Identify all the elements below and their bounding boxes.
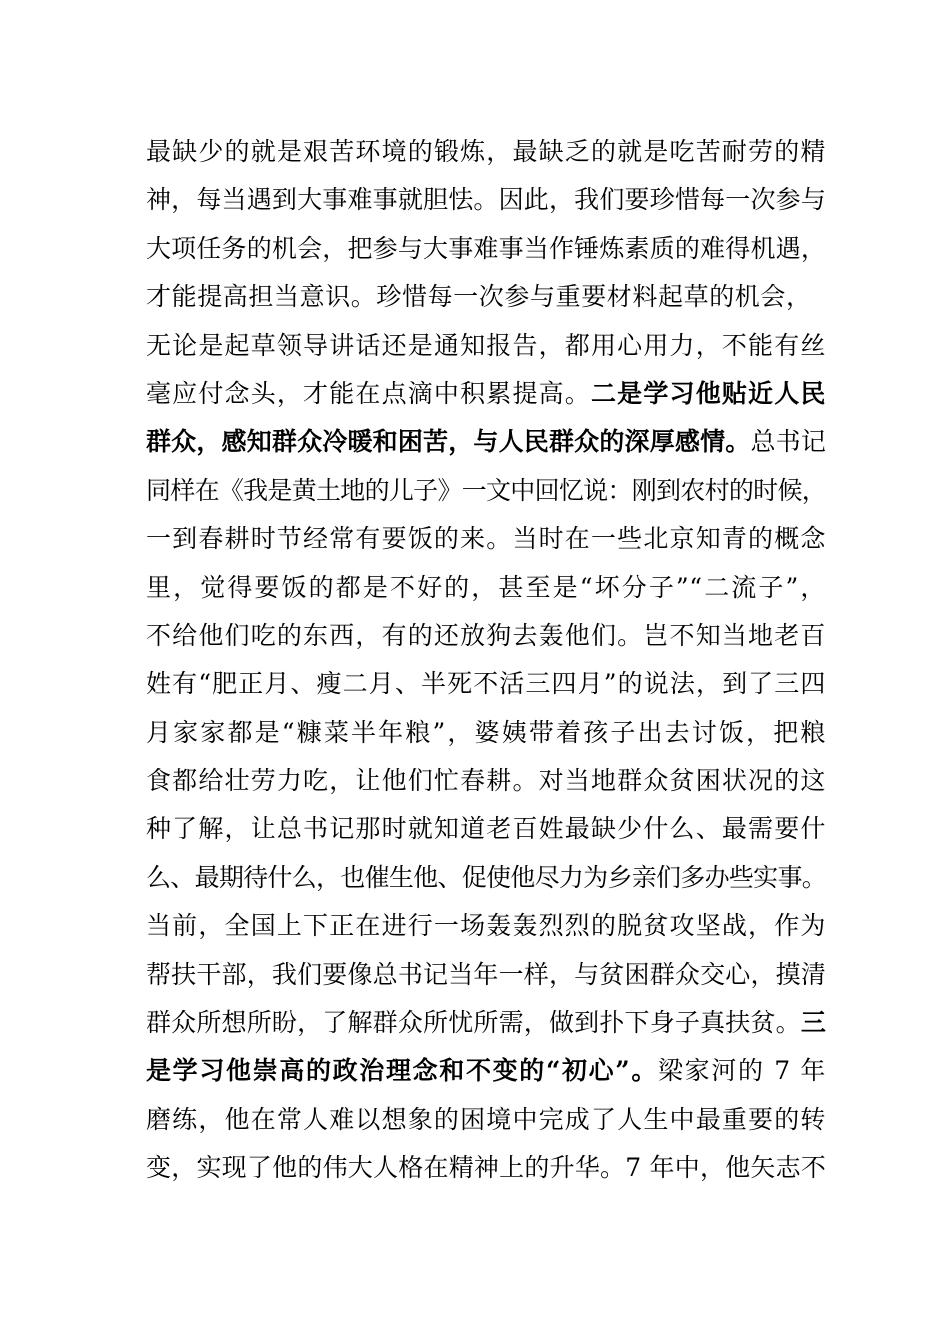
text-segment: 群众所想所盼，了解群众所忧所需，做到扑下身子真扶贫。 [146, 1008, 801, 1038]
text-line [146, 564, 826, 612]
text-line [146, 999, 826, 1047]
text-line [146, 902, 826, 950]
text-segment: 神，每当遇到大事难事就胆怯。因此，我们要珍惜每一次参与 [146, 185, 826, 215]
text-segment: 么、最期待什么，也催生他、促使他尽力为乡亲们多办些实事。 [146, 862, 826, 892]
text-line [146, 757, 826, 805]
text-line [146, 1096, 826, 1144]
bold-text-segment: 三 [800, 1008, 826, 1038]
text-line [146, 1047, 826, 1095]
text-line [146, 176, 826, 224]
text-line [146, 467, 826, 515]
bold-text-segment: 群众，感知群众冷暖和困苦，与人民群众的深厚感情。 [146, 427, 751, 457]
text-line [146, 612, 826, 660]
text-segment: 最缺少的就是艰苦环境的锻炼，最缺乏的就是吃苦耐劳的精 [146, 137, 826, 166]
text-line [146, 128, 826, 176]
bold-text-segment: 二是学习他贴近人民 [591, 378, 827, 408]
text-segment: 食都给壮劳力吃，让他们忙春耕。对当地群众贫困状况的这 [146, 766, 826, 796]
text-line [146, 854, 826, 902]
text-segment: 变，实现了他的伟大人格在精神上的升华。7 年中，他矢志不 [146, 1153, 826, 1183]
text-segment: 姓有“肥正月、瘦二月、半死不活三四月”的说法，到了三四 [146, 669, 826, 699]
text-segment: 里，觉得要饭的都是不好的，甚至是“坏分子”“二流子”， [146, 572, 826, 602]
bold-text-segment: 是学习他崇高的政治理念和不变的“初心”。 [146, 1056, 659, 1086]
text-segment: 总书记 [750, 427, 826, 457]
text-segment: 种了解，让总书记那时就知道老百姓最缺少什么、最需要什 [146, 814, 826, 844]
body-text [146, 128, 826, 1193]
text-segment: 一到春耕时节经常有要饭的来。当时在一些北京知青的概念 [146, 524, 826, 554]
text-line [146, 273, 826, 321]
text-segment: 月家家都是“糠菜半年粮”，婆姨带着孩子出去讨饭，把粮 [146, 717, 826, 747]
text-segment: 当前，全国上下正在进行一场轰轰烈烈的脱贫攻坚战，作为 [146, 911, 826, 941]
text-line [146, 805, 826, 853]
text-segment: 梁家河的 7 年 [658, 1056, 826, 1086]
text-line [146, 370, 826, 418]
text-line [146, 225, 826, 273]
text-segment: 同样在《我是黄土地的儿子》一文中回忆说：刚到农村的时候， [146, 475, 826, 505]
text-line [146, 322, 826, 370]
text-segment: 帮扶干部，我们要像总书记当年一样，与贫困群众交心，摸清 [146, 959, 826, 989]
text-line [146, 515, 826, 563]
text-segment: 大项任务的机会，把参与大事难事当作锤炼素质的难得机遇， [146, 233, 826, 263]
text-segment: 无论是起草领导讲话还是通知报告，都用心用力，不能有丝 [146, 330, 826, 360]
text-segment: 不给他们吃的东西，有的还放狗去轰他们。岂不知当地老百 [146, 620, 826, 650]
text-segment: 毫应付念头，才能在点滴中积累提高。 [146, 378, 591, 408]
text-segment: 磨练，他在常人难以想象的困境中完成了人生中最重要的转 [146, 1104, 826, 1134]
text-line [146, 660, 826, 708]
text-line [146, 709, 826, 757]
text-line [146, 951, 826, 999]
text-line [146, 1144, 826, 1192]
text-line [146, 418, 826, 466]
text-segment: 才能提高担当意识。珍惜每一次参与重要材料起草的机会， [146, 282, 812, 312]
